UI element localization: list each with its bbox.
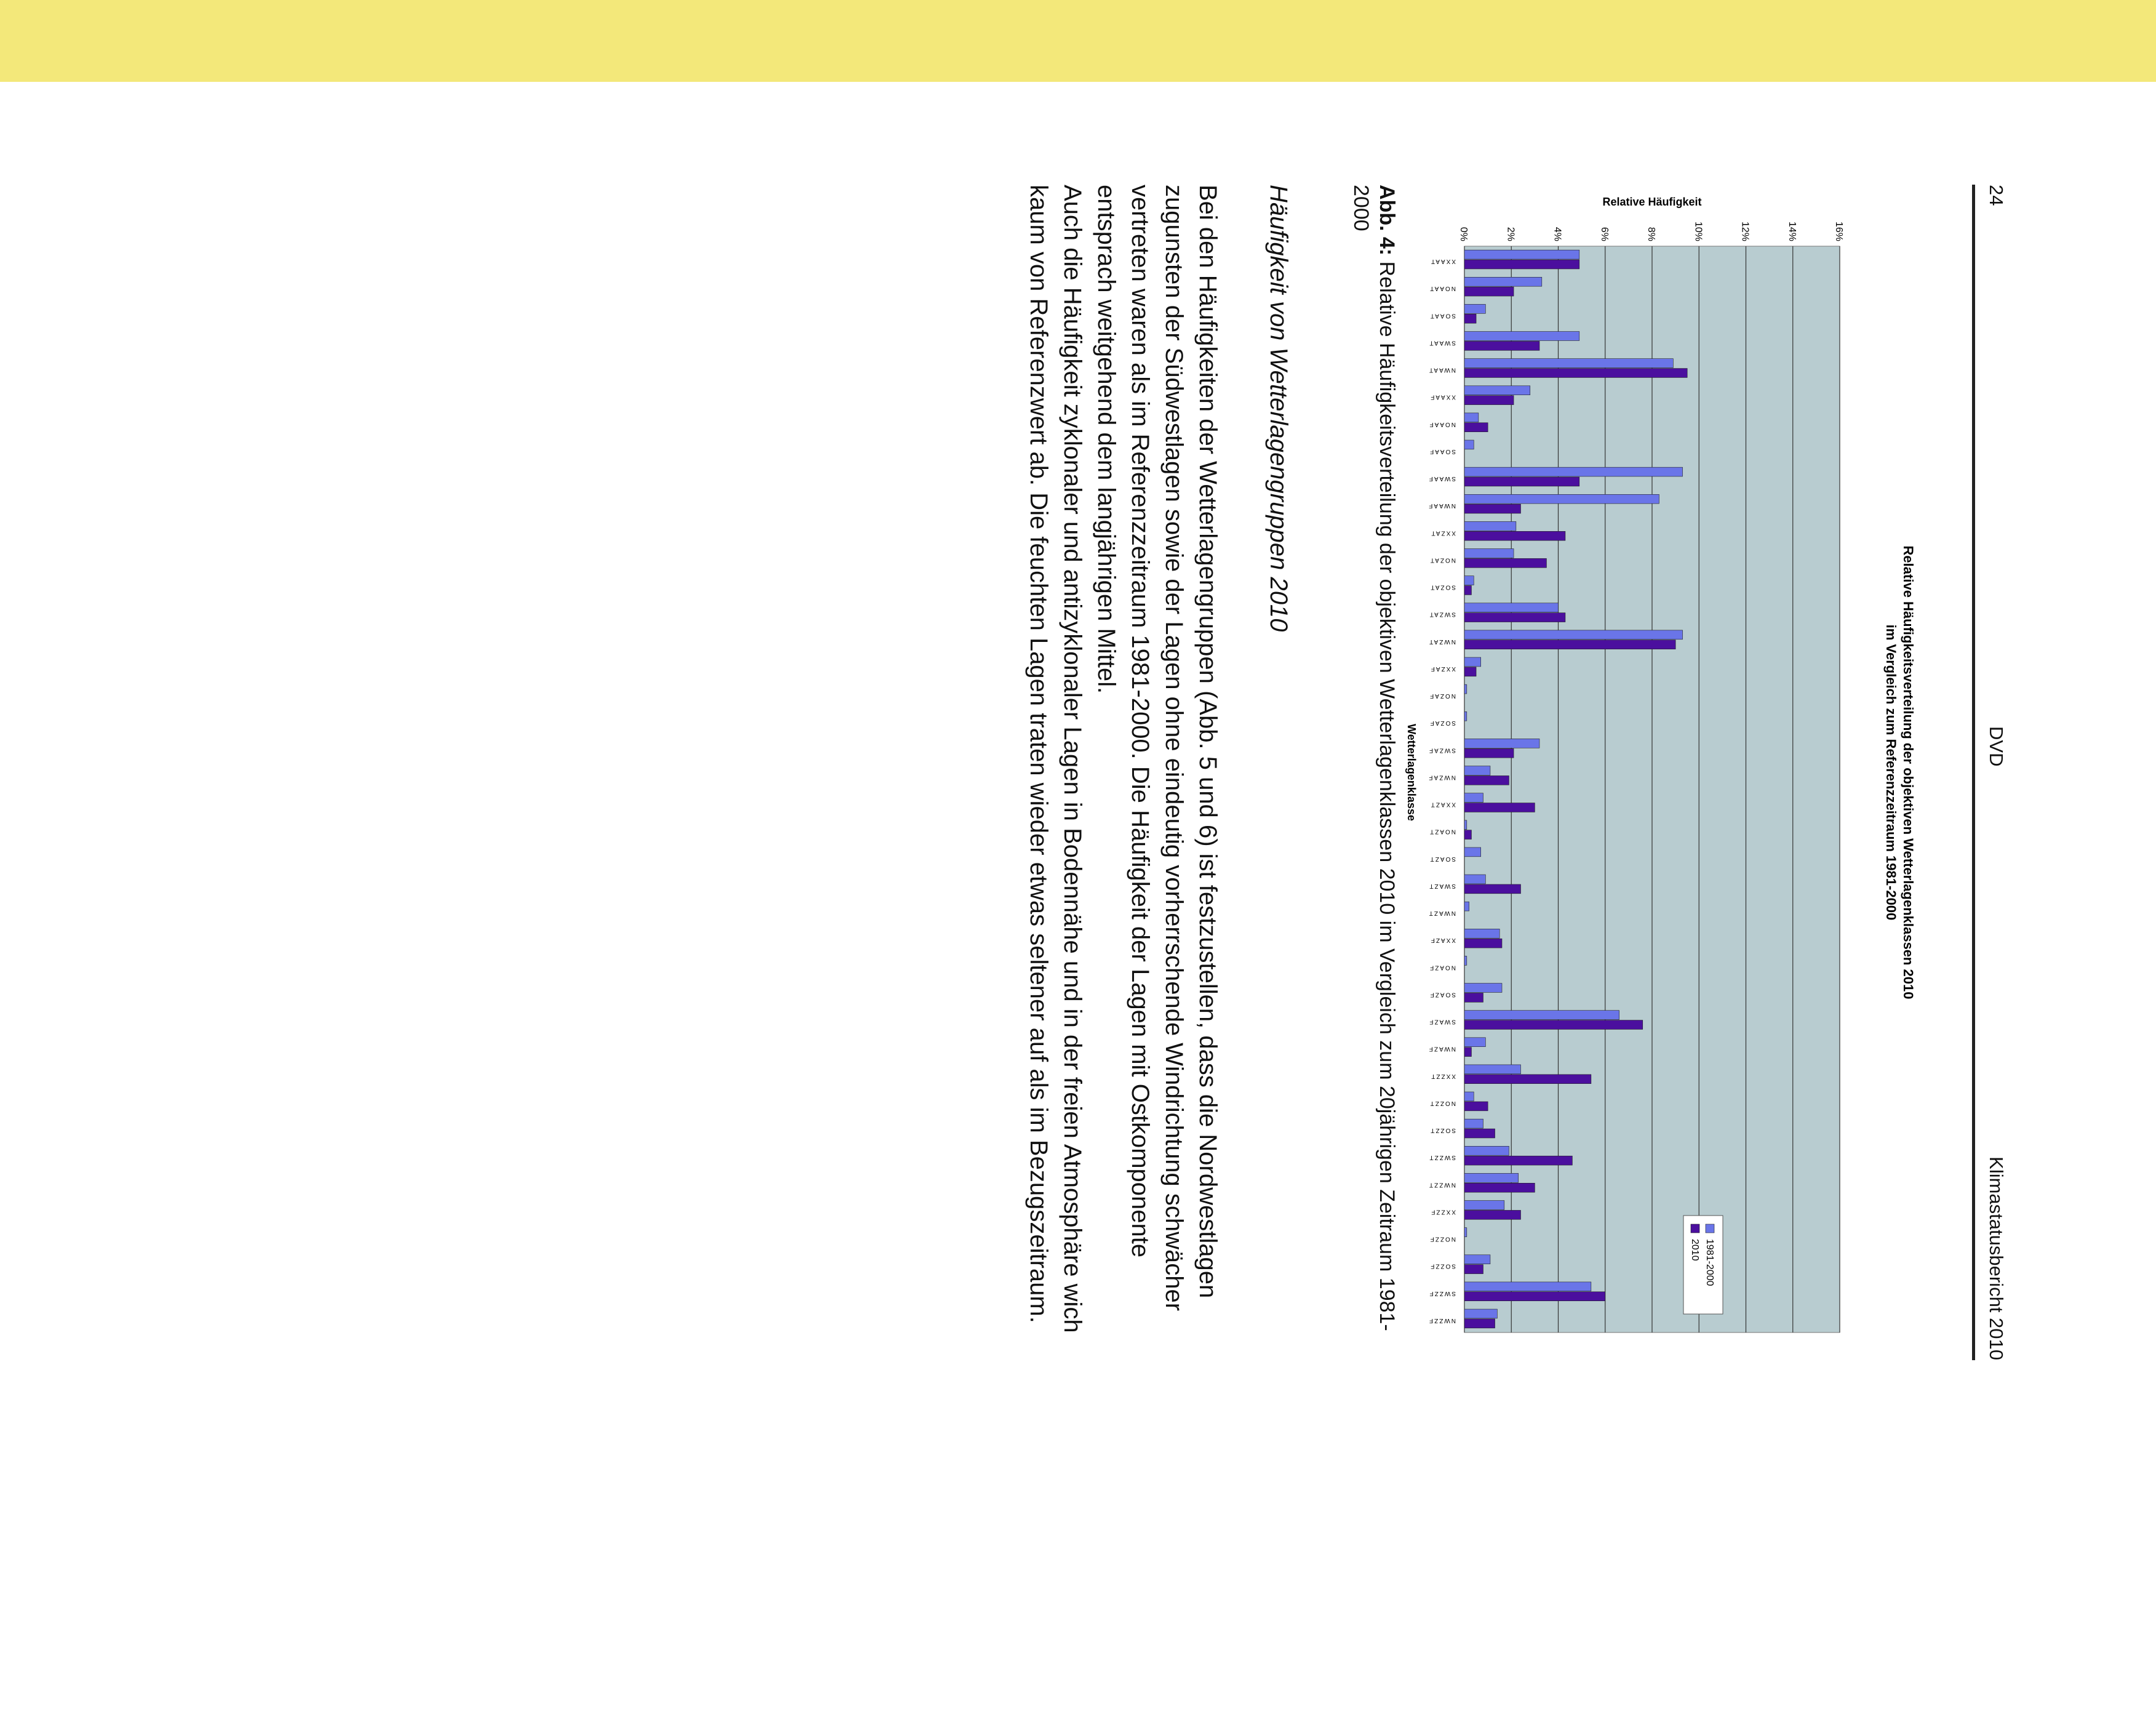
x-tick-label: SOAAF — [1429, 447, 1456, 455]
bar — [1464, 1020, 1643, 1030]
bar — [1464, 1092, 1474, 1101]
x-tick-label: NWAZF — [1427, 1045, 1456, 1052]
x-tick-label: XXZZF — [1430, 1208, 1456, 1216]
bar — [1464, 1309, 1497, 1318]
top-color-band — [0, 0, 2156, 82]
y-tick-label: 14% — [1786, 221, 1797, 241]
section-heading: Häufigkeit von Wetterlagengruppen 2010 — [1265, 185, 1292, 632]
y-tick-label: 10% — [1693, 221, 1704, 241]
x-tick-label: SWZAT — [1428, 611, 1456, 618]
legend-label: 1981-2000 — [1704, 1239, 1715, 1286]
body-paragraph-1: Bei den Häufigkeiten der Wetterlagengruppen (Abb. 5 und 6) ist festzustellen, dass die Nordwestlagen zugunsten der Südwestlagen sowie der Lagen ohne eindeutig vorherrschende Windrichtung schwächer vertreten waren als im Referenzzeitraum 1981-2000. Die Häufigkeit der Lagen mit Ostkomponente entsprach weitgehend dem langjährigen Mittel. — [1093, 185, 1221, 1312]
bar — [1464, 640, 1675, 649]
section-label: DVD — [1986, 726, 2007, 767]
bar — [1464, 902, 1469, 911]
bar — [1464, 939, 1502, 948]
x-tick-label: SWAZT — [1428, 882, 1456, 889]
x-tick-label: SWAZF — [1428, 1018, 1456, 1025]
bar — [1464, 630, 1683, 639]
x-tick-label: SWAAF — [1427, 475, 1456, 483]
bar — [1464, 929, 1499, 938]
bar — [1464, 613, 1565, 622]
x-tick-label: NOZZT — [1429, 1099, 1456, 1107]
legend-label: 2010 — [1690, 1239, 1700, 1261]
rotated-page-content — [47, 185, 2018, 1711]
bar — [1464, 793, 1483, 803]
x-tick-label: SOAZF — [1429, 991, 1456, 998]
bar — [1464, 396, 1514, 405]
page-header — [1972, 185, 2018, 1360]
x-tick-label: NOZZF — [1429, 1235, 1456, 1243]
bar — [1464, 477, 1579, 486]
y-tick-label: 2% — [1505, 226, 1516, 241]
x-tick-label: SOAAT — [1429, 312, 1456, 319]
y-tick-label: 12% — [1739, 221, 1751, 241]
figure-caption — [1348, 185, 1400, 1354]
x-tick-label: SOZZT — [1429, 1127, 1456, 1134]
bar — [1464, 1048, 1471, 1057]
bar — [1464, 1075, 1591, 1084]
x-tick-label: SWZZT — [1428, 1154, 1456, 1161]
bar — [1464, 423, 1488, 432]
bar — [1464, 549, 1514, 558]
bar — [1464, 531, 1565, 540]
bar — [1464, 287, 1514, 296]
x-tick-label: NWZZT — [1428, 1181, 1456, 1188]
bar — [1464, 884, 1521, 894]
bar — [1464, 1156, 1572, 1165]
bar — [1464, 1129, 1495, 1138]
bar — [1464, 739, 1539, 748]
x-tick-label: NWZAF — [1427, 774, 1456, 781]
bar — [1464, 667, 1476, 676]
x-tick-label: NOAAT — [1429, 285, 1456, 292]
relative-frequency-bar-chart — [1403, 185, 1926, 1360]
y-tick-label: 16% — [1834, 221, 1844, 241]
bar — [1464, 711, 1467, 721]
chart-title: Relative Häufigkeitsverteilung der objektiven Wetterlagenklassen 2010 — [1901, 545, 1916, 1000]
bar — [1464, 830, 1471, 839]
x-tick-label: SOZZF — [1429, 1262, 1456, 1270]
bar — [1464, 1282, 1591, 1291]
x-tick-label: NOZAT — [1429, 556, 1456, 564]
bar — [1464, 603, 1559, 612]
caption-text: Relative Häufigkeitsverteilung der objektiven Wetterlagenklassen 2010 im Vergleich zum 20jährigen Zeitraum 1981-2000 — [1349, 185, 1399, 1331]
x-tick-label: NOAZT — [1429, 828, 1456, 835]
bar — [1464, 1011, 1619, 1020]
x-tick-label: XXZAF — [1429, 665, 1456, 672]
bar — [1464, 1065, 1521, 1074]
bar — [1464, 304, 1485, 313]
bar — [1464, 386, 1530, 395]
x-tick-label: NWAZT — [1427, 910, 1456, 917]
bar — [1464, 1228, 1467, 1237]
legend-box — [1683, 1216, 1723, 1314]
legend-swatch — [1706, 1224, 1714, 1233]
x-tick-label: NWAAT — [1428, 366, 1456, 374]
bar — [1464, 1119, 1483, 1128]
x-tick-label: NWAAF — [1427, 502, 1456, 510]
x-tick-label: NOZAF — [1429, 692, 1456, 700]
bar — [1464, 332, 1579, 341]
bar — [1464, 875, 1485, 884]
bar — [1464, 847, 1481, 857]
bar — [1464, 277, 1542, 286]
bar — [1464, 1255, 1490, 1264]
bar — [1464, 1319, 1495, 1328]
bar — [1464, 1183, 1535, 1192]
bar — [1464, 341, 1539, 350]
bar — [1464, 576, 1474, 585]
bar — [1464, 359, 1673, 368]
x-tick-label: NOAZF — [1429, 964, 1456, 971]
x-tick-label: NOAAF — [1428, 420, 1456, 428]
bar — [1464, 684, 1467, 694]
y-tick-label: 8% — [1646, 226, 1656, 241]
bar — [1464, 993, 1483, 1002]
bar — [1464, 413, 1479, 422]
bar — [1464, 956, 1467, 965]
caption-label: Abb. 4: — [1375, 185, 1399, 256]
x-tick-label: SWZAF — [1428, 747, 1456, 754]
y-tick-label: 0% — [1458, 226, 1469, 241]
bar — [1464, 586, 1471, 595]
bar — [1464, 504, 1521, 513]
bar — [1464, 1265, 1483, 1274]
bar — [1464, 1292, 1605, 1301]
bar — [1464, 1146, 1509, 1155]
y-tick-label: 4% — [1552, 226, 1563, 241]
bar — [1464, 766, 1490, 775]
bar-chart-frame — [1403, 185, 1926, 1360]
x-tick-label: NWZZF — [1428, 1316, 1456, 1324]
body-text — [1021, 185, 1224, 1354]
bar — [1464, 984, 1502, 993]
bar — [1464, 558, 1546, 567]
x-tick-label: XXAZF — [1429, 937, 1456, 944]
bar — [1464, 748, 1514, 758]
chart-subtitle: im Vergleich zum Referenzzeitraum 1981-2000 — [1883, 624, 1899, 921]
bar — [1464, 494, 1659, 503]
bar — [1464, 1210, 1521, 1219]
page-number: 24 — [1986, 185, 2007, 206]
x-tick-label: XXAZT — [1429, 801, 1456, 808]
x-tick-label: XXZAT — [1430, 529, 1456, 537]
x-tick-label: XXAAT — [1429, 258, 1456, 265]
x-tick-label: XXAAF — [1429, 393, 1456, 401]
x-tick-label: SWZZF — [1428, 1289, 1456, 1297]
bar — [1464, 521, 1516, 531]
x-tick-label: XXZZT — [1430, 1072, 1456, 1080]
bar — [1464, 1201, 1504, 1210]
x-axis-label: Wetterlagenklasse — [1405, 724, 1418, 821]
report-title: Klimastatusbericht 2010 — [1986, 1156, 2007, 1360]
bar — [1464, 467, 1683, 476]
bar — [1464, 260, 1579, 269]
bar — [1464, 440, 1474, 449]
bar — [1464, 1038, 1485, 1047]
bar — [1464, 314, 1476, 323]
y-axis-label: Relative Häufigkeit — [1602, 196, 1702, 208]
bar — [1464, 775, 1509, 785]
bar — [1464, 820, 1467, 830]
bar — [1464, 250, 1579, 259]
bar — [1464, 369, 1687, 378]
legend-swatch — [1691, 1224, 1699, 1233]
bar — [1464, 1173, 1519, 1182]
x-tick-label: SOZAT — [1429, 583, 1456, 591]
x-tick-label: SOAZT — [1429, 855, 1456, 862]
y-tick-label: 6% — [1599, 226, 1610, 241]
x-tick-label: SOZAF — [1429, 719, 1456, 727]
x-tick-label: SWAAT — [1428, 339, 1456, 347]
bar — [1464, 1102, 1488, 1111]
bar — [1464, 803, 1535, 812]
x-tick-label: NWZAT — [1428, 638, 1456, 645]
body-paragraph-2: Auch die Häufigkeit zyklonaler und antizyklonaler Lagen in Bodennähe und in der freien Atmosphäre wich kaum von Referenzwert ab. Die feuchten Lagen traten wieder etwas seltener auf als im Bezugszeitraum. — [1025, 185, 1086, 1333]
bar — [1464, 657, 1481, 667]
